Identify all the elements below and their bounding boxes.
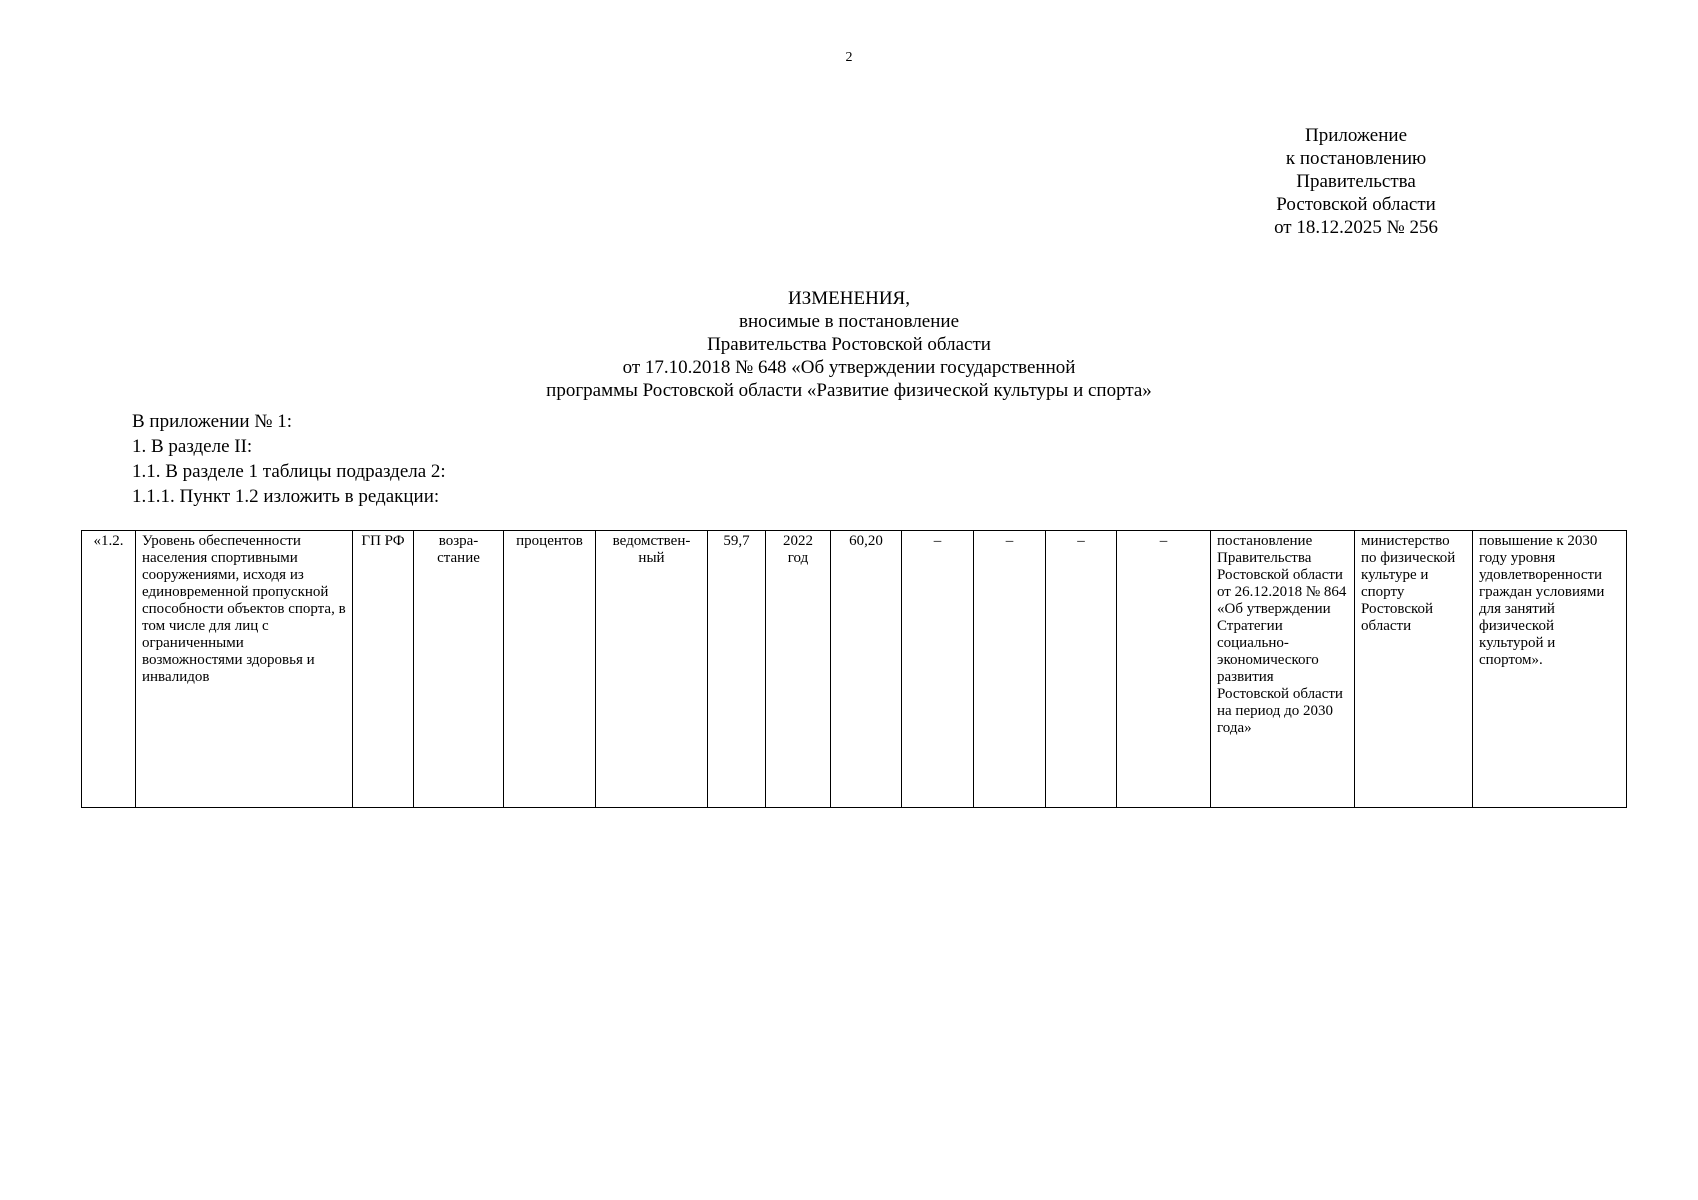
cell-indicator-name: Уровень обеспеченности населения спортивными сооружениями, исходя из единовременной пропускной способности объектов спорта, в том числе для лиц с ограниченными возможностями здоровья и инвалидов [136,531,353,808]
cell-type: ГП РФ [353,531,414,808]
cell-target-value: 60,20 [831,531,902,808]
title-heading: ИЗМЕНЕНИЯ, [788,288,910,309]
title-line: программы Ростовской области «Развитие физической культуры и спорта» [546,380,1152,401]
intro-line: 1.1. В разделе 1 таблицы подраздела 2: [132,461,446,482]
cell-source: ведомствен-ный [596,531,708,808]
approval-line: Приложение [1305,125,1408,146]
cell-goal: повышение к 2030 году уровня удовлетворенности граждан условиями для занятий физической культурой и спортом». [1473,531,1627,808]
table-row [82,531,1627,808]
cell-responsible: министерство по физической культуре и спорту Ростовской области [1355,531,1473,808]
cell-dash: – [1117,531,1211,808]
intro-line: 1. В разделе II: [132,436,253,457]
approval-line: Ростовской области [1276,194,1436,215]
page-number: 2 [845,50,853,65]
cell-dash: – [902,531,974,808]
cell-direction: возра-стание [414,531,504,808]
approval-line: к постановлению [1285,148,1427,169]
approval-line: от 18.12.2025 № 256 [1274,217,1438,238]
indicator-table [81,530,1627,808]
title-line: от 17.10.2018 № 648 «Об утверждении государственной [622,357,1076,378]
title-line: Правительства Ростовской области [707,334,991,355]
cell-dash: – [1046,531,1117,808]
cell-base-year: 2022 год [766,531,831,808]
intro-line: 1.1.1. Пункт 1.2 изложить в редакции: [132,486,440,507]
approval-line: Правительства [1296,171,1416,192]
cell-dash: – [974,531,1046,808]
cell-document: постановление Правительства Ростовской области от 26.12.2018 № 864 «Об утверждении Стратегии социально-экономического развития Ростовской области на период до 2030 года» [1211,531,1355,808]
intro-text [132,409,446,509]
intro-line: В приложении № 1: [132,411,292,432]
document-title [0,287,1698,402]
cell-number: «1.2. [82,531,136,808]
cell-base-value: 59,7 [708,531,766,808]
cell-unit: процентов [504,531,596,808]
approval-stamp [1274,124,1438,239]
title-line: вносимые в постановление [738,311,960,332]
